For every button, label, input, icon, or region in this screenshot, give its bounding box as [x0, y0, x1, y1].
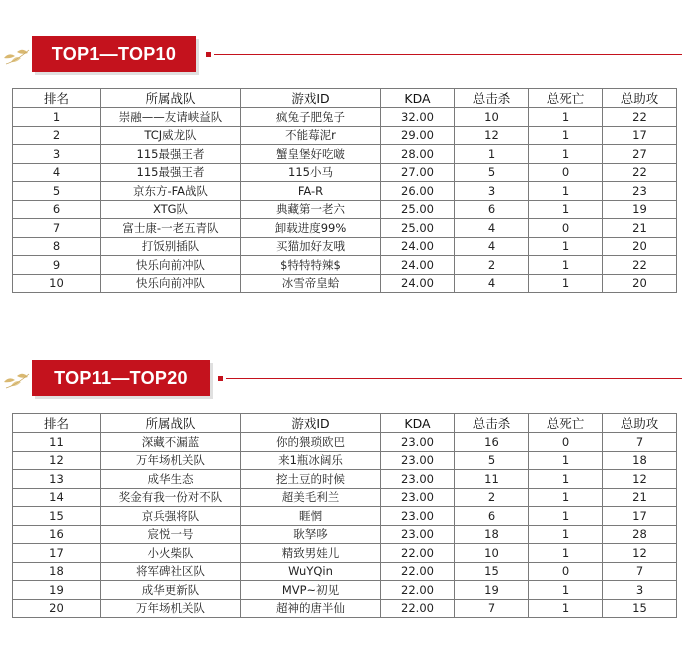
table-body: [13, 433, 677, 618]
table-cell: 11: [13, 433, 101, 452]
column-header: 总击杀: [455, 414, 529, 433]
table-cell: 1: [529, 451, 603, 470]
table-cell: 成华生态: [101, 470, 241, 489]
table-cell: 蟹皇堡好吃啵: [241, 145, 381, 164]
table-cell: 28: [603, 525, 677, 544]
table-cell: 25.00: [381, 219, 455, 238]
table-cell: 13: [13, 470, 101, 489]
table-cell: 1: [455, 145, 529, 164]
table-cell: 1: [529, 256, 603, 275]
table-cell: 23.00: [381, 470, 455, 489]
table-row: [13, 544, 677, 563]
table-cell: 15: [455, 562, 529, 581]
column-header: 排名: [13, 414, 101, 433]
ranking-table-top11-20: [12, 413, 677, 618]
table-row: [13, 200, 677, 219]
table-row: [13, 274, 677, 293]
table-cell: 27.00: [381, 163, 455, 182]
table-cell: 26.00: [381, 182, 455, 201]
table-cell: 超美毛利兰: [241, 488, 381, 507]
table-cell: 京兵强将队: [101, 507, 241, 526]
table-cell: 22.00: [381, 562, 455, 581]
table-cell: 1: [529, 581, 603, 600]
laurel-leaf-icon: [2, 368, 32, 392]
column-header: 总死亡: [529, 414, 603, 433]
table-header-row: [13, 414, 677, 433]
table-cell: 1: [529, 525, 603, 544]
table-cell: 快乐向前冲队: [101, 274, 241, 293]
table-cell: 1: [529, 599, 603, 618]
table-cell: 打饭别插队: [101, 237, 241, 256]
table-cell: 10: [455, 544, 529, 563]
table-cell: 10: [455, 108, 529, 127]
table-cell: 22.00: [381, 599, 455, 618]
table-cell: 1: [529, 274, 603, 293]
table-cell: 冰雪帝皇蛤: [241, 274, 381, 293]
section-header-top1-10: [0, 36, 690, 76]
table-cell: 耿孥哆: [241, 525, 381, 544]
table-row: [13, 599, 677, 618]
table-cell: 14: [13, 488, 101, 507]
table-cell: MVP~初见: [241, 581, 381, 600]
column-header: 总助攻: [603, 414, 677, 433]
table-cell: 29.00: [381, 126, 455, 145]
table-cell: 15: [603, 599, 677, 618]
table-row: [13, 433, 677, 452]
table-cell: 万年场机关队: [101, 599, 241, 618]
table-cell: 6: [455, 507, 529, 526]
table-cell: 12: [603, 470, 677, 489]
table-cell: 3: [13, 145, 101, 164]
table-cell: 1: [529, 145, 603, 164]
column-header: 总死亡: [529, 89, 603, 108]
divider-square: [206, 52, 211, 57]
table-cell: 崇融——友请峡益队: [101, 108, 241, 127]
table-cell: 睚惘: [241, 507, 381, 526]
table-cell: 18: [603, 451, 677, 470]
ranking-table-top1-10: [12, 88, 677, 293]
table-row: [13, 237, 677, 256]
table-cell: 20: [603, 237, 677, 256]
table-cell: 19: [455, 581, 529, 600]
table-cell: 23.00: [381, 507, 455, 526]
table-cell: 1: [529, 108, 603, 127]
table-cell: $特特特辣$: [241, 256, 381, 275]
table-cell: 5: [13, 182, 101, 201]
table-cell: 115小马: [241, 163, 381, 182]
table-cell: 1: [13, 108, 101, 127]
table-cell: 24.00: [381, 256, 455, 275]
table-cell: 将军碑社区队: [101, 562, 241, 581]
table-cell: 19: [13, 581, 101, 600]
table-cell: 精致男娃儿: [241, 544, 381, 563]
table-cell: TCJ威龙队: [101, 126, 241, 145]
table-cell: 23.00: [381, 433, 455, 452]
table-cell: 20: [13, 599, 101, 618]
table-cell: 1: [529, 507, 603, 526]
table-row: [13, 219, 677, 238]
table-row: [13, 126, 677, 145]
table-cell: 6: [13, 200, 101, 219]
table-cell: 1: [529, 488, 603, 507]
table-cell: WuYQin: [241, 562, 381, 581]
table-cell: 12: [603, 544, 677, 563]
table-cell: 宸悦一号: [101, 525, 241, 544]
table-cell: 16: [13, 525, 101, 544]
table-cell: 7: [603, 433, 677, 452]
table-cell: 0: [529, 219, 603, 238]
table-cell: 17: [13, 544, 101, 563]
table-cell: 富士康-一老五青队: [101, 219, 241, 238]
table-cell: 17: [603, 126, 677, 145]
laurel-leaf-icon: [2, 44, 32, 68]
table-row: [13, 470, 677, 489]
column-header: KDA: [381, 414, 455, 433]
table-cell: 8: [13, 237, 101, 256]
column-header: KDA: [381, 89, 455, 108]
table-cell: 20: [603, 274, 677, 293]
table-cell: 18: [13, 562, 101, 581]
table-cell: 1: [529, 182, 603, 201]
table-cell: 115最强王者: [101, 145, 241, 164]
table-cell: 7: [455, 599, 529, 618]
table-cell: 典藏第一老六: [241, 200, 381, 219]
table-header-row: [13, 89, 677, 108]
table-row: [13, 488, 677, 507]
table-row: [13, 451, 677, 470]
table-cell: 4: [455, 219, 529, 238]
table-cell: 9: [13, 256, 101, 275]
table-row: [13, 256, 677, 275]
table-cell: 快乐向前冲队: [101, 256, 241, 275]
table-cell: 1: [529, 200, 603, 219]
table-cell: 挖土豆的时候: [241, 470, 381, 489]
table-cell: 京东方-FA战队: [101, 182, 241, 201]
table-row: [13, 108, 677, 127]
column-header: 排名: [13, 89, 101, 108]
table-cell: 0: [529, 433, 603, 452]
table-cell: 1: [529, 237, 603, 256]
column-header: 所属战队: [101, 89, 241, 108]
table-cell: 3: [603, 581, 677, 600]
section-title-banner: TOP11—TOP20: [32, 360, 210, 396]
table-cell: 21: [603, 488, 677, 507]
table-cell: 不能莓泥r: [241, 126, 381, 145]
table-cell: 你的猥琐欧巴: [241, 433, 381, 452]
divider-line: [226, 378, 682, 379]
table-cell: 11: [455, 470, 529, 489]
table-cell: 2: [13, 126, 101, 145]
table-cell: 27: [603, 145, 677, 164]
table-cell: 24.00: [381, 274, 455, 293]
table-cell: 4: [455, 237, 529, 256]
table-cell: 23.00: [381, 488, 455, 507]
table-cell: 疯兔子肥兔子: [241, 108, 381, 127]
table-cell: 0: [529, 562, 603, 581]
table-cell: 22: [603, 108, 677, 127]
table-row: [13, 507, 677, 526]
column-header: 所属战队: [101, 414, 241, 433]
table-cell: 2: [455, 256, 529, 275]
table-cell: 万年场机关队: [101, 451, 241, 470]
table-cell: 超神的唐半仙: [241, 599, 381, 618]
table-cell: 32.00: [381, 108, 455, 127]
column-header: 总助攻: [603, 89, 677, 108]
table-cell: 22.00: [381, 544, 455, 563]
divider-square: [218, 376, 223, 381]
table-cell: 22.00: [381, 581, 455, 600]
table-cell: 2: [455, 488, 529, 507]
table-cell: 115最强王者: [101, 163, 241, 182]
table-body: [13, 108, 677, 293]
table-cell: 12: [455, 126, 529, 145]
table-row: [13, 182, 677, 201]
table-cell: 24.00: [381, 237, 455, 256]
table-cell: 小火柴队: [101, 544, 241, 563]
table-row: [13, 525, 677, 544]
table-cell: 深藏不漏蓝: [101, 433, 241, 452]
table-cell: 22: [603, 256, 677, 275]
table-cell: 5: [455, 163, 529, 182]
divider-line: [214, 54, 682, 55]
table-cell: 22: [603, 163, 677, 182]
section-header-top11-20: [0, 360, 690, 400]
table-cell: 0: [529, 163, 603, 182]
section-title-banner: TOP1—TOP10: [32, 36, 196, 72]
table-cell: 买猫加好友哦: [241, 237, 381, 256]
table-row: [13, 581, 677, 600]
table-cell: FA-R: [241, 182, 381, 201]
table-cell: 10: [13, 274, 101, 293]
table-cell: 28.00: [381, 145, 455, 164]
column-header: 总击杀: [455, 89, 529, 108]
table-cell: 15: [13, 507, 101, 526]
table-cell: 3: [455, 182, 529, 201]
table-row: [13, 163, 677, 182]
table-cell: 23.00: [381, 525, 455, 544]
table-cell: 12: [13, 451, 101, 470]
table-cell: 21: [603, 219, 677, 238]
table-cell: 1: [529, 126, 603, 145]
table-row: [13, 145, 677, 164]
table-cell: 23.00: [381, 451, 455, 470]
table-cell: 奖金有我一份对不队: [101, 488, 241, 507]
table-cell: 7: [603, 562, 677, 581]
table-cell: 卸载进度99%: [241, 219, 381, 238]
column-header: 游戏ID: [241, 414, 381, 433]
table-cell: 4: [455, 274, 529, 293]
table-cell: 19: [603, 200, 677, 219]
table-cell: 6: [455, 200, 529, 219]
table-cell: 1: [529, 470, 603, 489]
table-cell: 7: [13, 219, 101, 238]
table-cell: 1: [529, 544, 603, 563]
table-cell: 5: [455, 451, 529, 470]
table-cell: 25.00: [381, 200, 455, 219]
table-cell: 23: [603, 182, 677, 201]
table-cell: 4: [13, 163, 101, 182]
table-cell: 17: [603, 507, 677, 526]
table-cell: XTG队: [101, 200, 241, 219]
table-cell: 18: [455, 525, 529, 544]
table-row: [13, 562, 677, 581]
table-cell: 来1瓶冰阔乐: [241, 451, 381, 470]
column-header: 游戏ID: [241, 89, 381, 108]
table-cell: 16: [455, 433, 529, 452]
table-cell: 成华更新队: [101, 581, 241, 600]
